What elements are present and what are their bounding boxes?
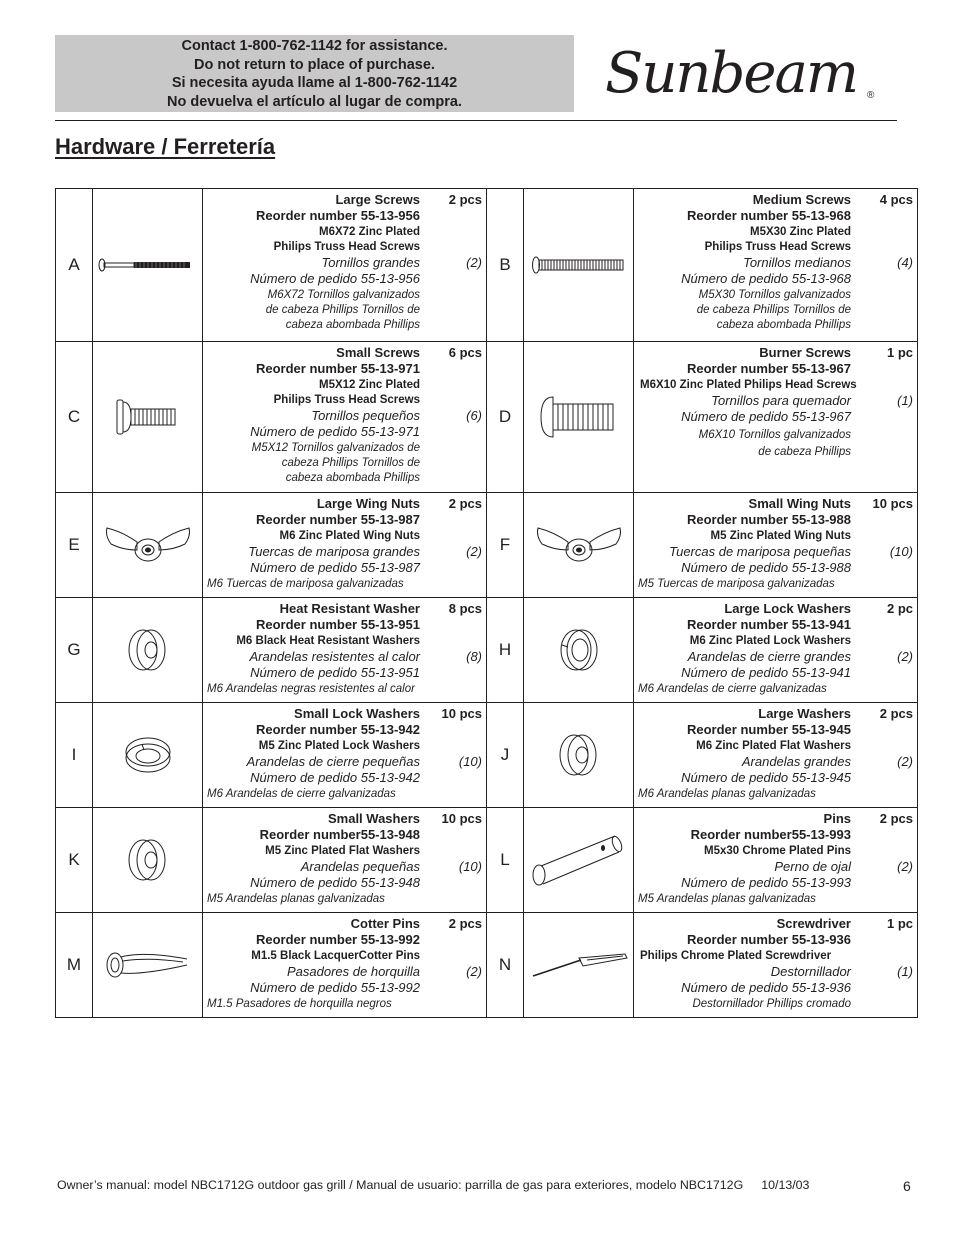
reorder-number: Reorder number 55-13-941 [686, 617, 851, 633]
es-spec: M6 Arandelas de cierre galvanizadas [638, 682, 827, 695]
reorder-number: Reorder number 55-13-971 [255, 361, 420, 377]
part-info [203, 189, 487, 342]
es-name: Perno de ojal [774, 858, 851, 874]
part-info [634, 493, 918, 598]
part-qty: 2 pcs [448, 192, 482, 207]
part-info [203, 913, 487, 1018]
es-spec: M6 Arandelas de cierre galvanizadas [207, 787, 396, 800]
part-info [634, 598, 918, 703]
wing-nut-icon [93, 493, 203, 598]
es-name: Destornillador [770, 963, 851, 979]
es-name: Tornillos pequeños [311, 407, 420, 423]
es-qty: (2) [897, 753, 913, 769]
part-info [634, 189, 918, 342]
part-spec: M5 Zinc Plated Flat Washers [265, 844, 420, 857]
part-name: Large Wing Nuts [316, 496, 420, 511]
part-spec: M5 Zinc Plated Wing Nuts [710, 529, 851, 542]
part-name: Medium Screws [752, 192, 851, 207]
part-letter: M [56, 913, 93, 1018]
part-letter: J [487, 703, 524, 808]
part-info [203, 808, 487, 913]
part-qty: 10 pcs [441, 706, 482, 721]
contact-line: Contact 1-800-762-1142 for assistance. [181, 38, 448, 54]
header-divider [55, 120, 897, 121]
part-spec: M6 Zinc Plated Lock Washers [689, 634, 851, 647]
es-reorder: Número de pedido 55-13-968 [681, 271, 851, 287]
part-letter: C [56, 342, 93, 493]
part-name: Small Wing Nuts [748, 496, 851, 511]
es-reorder: Número de pedido 55-13-992 [250, 980, 420, 996]
part-info [203, 703, 487, 808]
es-name: Arandelas de cierre pequeñas [246, 753, 420, 769]
part-name: Small Washers [327, 811, 420, 826]
es-name: Tornillos medianos [743, 254, 851, 270]
es-qty: (2) [466, 254, 482, 270]
es-reorder: Número de pedido 55-13-993 [681, 875, 851, 891]
flat-washer-icon [93, 808, 203, 913]
es-reorder: Número de pedido 55-13-941 [681, 665, 851, 681]
flat-washer-icon [93, 598, 203, 703]
page-title: Hardware / Ferretería [55, 134, 276, 159]
part-letter: K [56, 808, 93, 913]
es-reorder: Número de pedido 55-13-942 [250, 770, 420, 786]
part-spec: Philips Truss Head Screws [704, 240, 851, 253]
reorder-number: Reorder number 55-13-951 [255, 617, 420, 633]
es-reorder: Número de pedido 55-13-987 [250, 560, 420, 576]
part-spec: M5X30 Zinc Plated [750, 225, 851, 238]
es-spec: M5 Arandelas planas galvanizadas [207, 892, 385, 905]
part-name: Screwdriver [776, 916, 851, 931]
part-info [634, 703, 918, 808]
es-name: Pasadores de horquilla [287, 963, 420, 979]
es-reorder: Número de pedido 55-13-936 [681, 980, 851, 996]
es-reorder: Número de pedido 55-13-951 [250, 665, 420, 681]
es-spec: M6X72 Tornillos galvanizados [267, 288, 420, 301]
footer [57, 1178, 809, 1192]
es-spec: M6 Arandelas negras resistentes al calor [207, 682, 415, 695]
part-name: Large Washers [758, 706, 851, 721]
es-reorder: Número de pedido 55-13-967 [681, 409, 851, 425]
es-reorder: Número de pedido 55-13-945 [681, 770, 851, 786]
es-reorder: Número de pedido 55-13-948 [250, 875, 420, 891]
reorder-number: Reorder number 55-13-936 [686, 932, 851, 948]
footer-text: Owner’s manual: model NBC1712G outdoor gas grill / Manual de usuario: parrilla de gas para exteriores, modelo NBC1712G [57, 1178, 744, 1192]
page-number: 6 [903, 1178, 911, 1194]
es-qty: (10) [458, 753, 482, 769]
screwdriver-icon [524, 913, 634, 1018]
part-letter: A [56, 189, 93, 342]
contact-line: Do not return to place of purchase. [194, 56, 435, 73]
hardware-table [55, 188, 918, 1018]
part-qty: 2 pc [886, 601, 913, 616]
table-row [56, 808, 918, 913]
es-spec: M5X12 Tornillos galvanizados de [251, 441, 420, 454]
table-row [56, 913, 918, 1018]
part-spec: M5 Zinc Plated Lock Washers [258, 739, 420, 752]
part-spec: M6X10 Zinc Plated Philips Head Screws [640, 378, 857, 391]
part-qty: 2 pcs [448, 496, 482, 511]
table-row [56, 189, 918, 342]
es-spec: M6X10 Tornillos galvanizados [698, 428, 851, 441]
reorder-number: Reorder number 55-13-956 [255, 208, 420, 224]
flat-washer-icon [524, 703, 634, 808]
cotter-pin-icon [93, 913, 203, 1018]
part-qty: 1 pc [886, 345, 913, 360]
es-spec: cabeza abombada Phillips [285, 318, 420, 331]
reorder-number: Reorder number 55-13-988 [686, 512, 851, 528]
es-qty: (1) [897, 963, 913, 979]
table-row [56, 703, 918, 808]
part-letter: N [487, 913, 524, 1018]
es-spec: de cabeza Phillips Tornillos de [265, 303, 420, 316]
long-screw-icon [93, 189, 203, 342]
reorder-number: Reorder number55-13-993 [690, 827, 851, 843]
lock-washer-icon [93, 703, 203, 808]
part-qty: 10 pcs [441, 811, 482, 826]
es-spec: cabeza Phillips Tornillos de [281, 456, 420, 469]
reorder-number: Reorder number55-13-948 [259, 827, 420, 843]
part-letter: D [487, 342, 524, 493]
part-qty: 10 pcs [872, 496, 913, 511]
es-qty: (4) [897, 254, 913, 270]
part-spec: M6 Zinc Plated Wing Nuts [279, 529, 420, 542]
table-row [56, 493, 918, 598]
es-spec: M6 Arandelas planas galvanizadas [638, 787, 816, 800]
part-qty: 4 pcs [879, 192, 913, 207]
lock-washer-icon [524, 598, 634, 703]
part-qty: 6 pcs [448, 345, 482, 360]
small-screw-icon [93, 342, 203, 493]
part-letter: H [487, 598, 524, 703]
part-info [634, 808, 918, 913]
es-spec: M5 Tuercas de mariposa galvanizadas [638, 577, 835, 590]
es-spec: cabeza abombada Phillips [716, 318, 851, 331]
part-qty: 2 pcs [448, 916, 482, 931]
part-name: Small Screws [336, 345, 420, 360]
part-letter: E [56, 493, 93, 598]
es-name: Arandelas de cierre grandes [687, 648, 851, 664]
es-name: Tuercas de mariposa pequeñas [669, 543, 851, 559]
contact-banner [55, 35, 574, 112]
footer-date: 10/13/03 [761, 1178, 810, 1192]
es-qty: (8) [466, 648, 482, 664]
part-spec: Philips Truss Head Screws [273, 393, 420, 406]
sunbeam-logo [605, 36, 880, 116]
es-reorder: Número de pedido 55-13-971 [250, 424, 420, 440]
table-row [56, 342, 918, 493]
part-info [634, 342, 918, 493]
part-spec: M5x30 Chrome Plated Pins [704, 844, 851, 857]
es-reorder: Número de pedido 55-13-988 [681, 560, 851, 576]
part-name: Small Lock Washers [294, 706, 420, 721]
es-qty: (6) [466, 407, 482, 423]
pin-icon [524, 808, 634, 913]
part-spec: M5X12 Zinc Plated [319, 378, 420, 391]
es-name: Tornillos grandes [321, 254, 420, 270]
part-qty: 2 pcs [879, 811, 913, 826]
es-qty: (2) [897, 648, 913, 664]
table-row [56, 598, 918, 703]
es-qty: (10) [889, 543, 913, 559]
es-spec: de cabeza Phillips Tornillos de [696, 303, 851, 316]
part-name: Pins [823, 811, 851, 826]
es-qty: (2) [466, 963, 482, 979]
part-spec: Philips Chrome Plated Screwdriver [640, 949, 832, 962]
es-qty: (2) [897, 858, 913, 874]
reorder-number: Reorder number 55-13-968 [686, 208, 851, 224]
part-spec: Philips Truss Head Screws [273, 240, 420, 253]
contact-line: No devuelva el artículo al lugar de compra. [167, 93, 462, 110]
reorder-number: Reorder number 55-13-967 [686, 361, 851, 377]
reorder-number: Reorder number 55-13-942 [255, 722, 420, 738]
es-reorder: Número de pedido 55-13-956 [250, 271, 420, 287]
es-qty: (2) [466, 543, 482, 559]
part-letter: I [56, 703, 93, 808]
part-qty: 8 pcs [448, 601, 482, 616]
part-info [203, 342, 487, 493]
part-qty: 1 pc [886, 916, 913, 931]
part-letter: G [56, 598, 93, 703]
part-letter: L [487, 808, 524, 913]
part-spec: M1.5 Black LacquerCotter Pins [251, 949, 420, 962]
part-letter: B [487, 189, 524, 342]
part-name: Large Screws [335, 192, 420, 207]
reorder-number: Reorder number 55-13-992 [255, 932, 420, 948]
es-qty: (1) [897, 392, 913, 408]
brand-name: Sunbeam [605, 41, 857, 106]
reorder-number: Reorder number 55-13-945 [686, 722, 851, 738]
contact-line: Si necesita ayuda llame al 1-800-762-1142 [171, 75, 458, 92]
burner-screw-icon [524, 342, 634, 493]
part-info [203, 493, 487, 598]
es-spec: cabeza abombada Phillips [285, 471, 420, 484]
es-name: Tuercas de mariposa grandes [248, 543, 420, 559]
es-spec: M6 Tuercas de mariposa galvanizadas [207, 577, 404, 590]
es-spec: Destornillador Phillips cromado [692, 997, 851, 1010]
part-info [634, 913, 918, 1018]
es-name: Arandelas pequeñas [300, 858, 420, 874]
part-spec: M6X72 Zinc Plated [319, 225, 420, 238]
part-qty: 2 pcs [879, 706, 913, 721]
part-spec: M6 Zinc Plated Flat Washers [696, 739, 851, 752]
reorder-number: Reorder number 55-13-987 [255, 512, 420, 528]
medium-screw-icon [524, 189, 634, 342]
part-letter: F [487, 493, 524, 598]
part-spec: M6 Black Heat Resistant Washers [236, 634, 420, 647]
es-spec: de cabeza Phillips [758, 445, 851, 458]
part-name: Heat Resistant Washer [279, 601, 420, 616]
es-qty: (10) [458, 858, 482, 874]
es-name: Arandelas resistentes al calor [249, 648, 420, 664]
part-info [203, 598, 487, 703]
es-name: Tornillos para quemador [711, 392, 851, 408]
part-name: Burner Screws [759, 345, 851, 360]
es-spec: M5X30 Tornillos galvanizados [698, 288, 851, 301]
part-name: Cotter Pins [350, 916, 420, 931]
es-spec: M1.5 Pasadores de horquilla negros [207, 997, 392, 1010]
es-spec: M5 Arandelas planas galvanizadas [638, 892, 816, 905]
wing-nut-icon [524, 493, 634, 598]
es-name: Arandelas grandes [741, 753, 851, 769]
part-name: Large Lock Washers [724, 601, 851, 616]
registered-mark: ® [867, 90, 875, 101]
